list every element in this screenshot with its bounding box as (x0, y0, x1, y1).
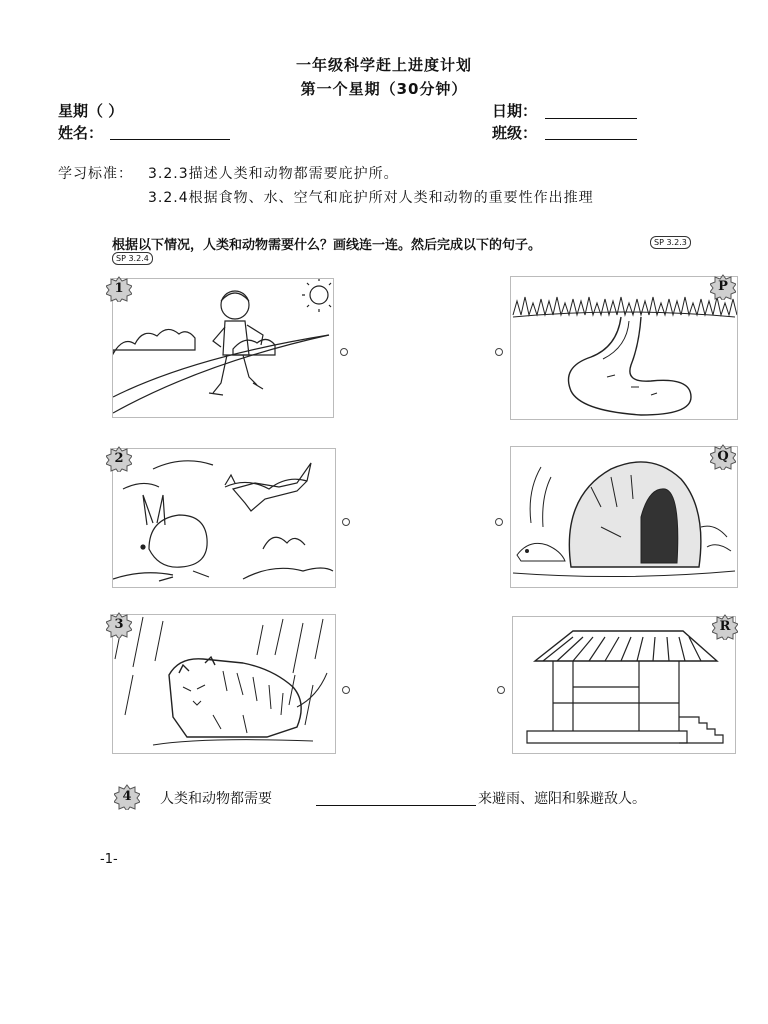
name-label: 姓名： (58, 124, 104, 142)
panel-p-burrow (510, 276, 738, 420)
class-label: 班级： (492, 124, 538, 142)
page-subtitle: 第一个星期（30分钟） (300, 80, 468, 98)
connector-dot-q[interactable] (494, 512, 504, 522)
number-3: 3 (114, 617, 124, 632)
connector-dot-p[interactable] (494, 342, 504, 352)
number-badge-2 (106, 446, 132, 472)
sp-tag-1: SP 3.2.3 (650, 236, 691, 249)
connector-dot-3[interactable] (341, 680, 351, 690)
sp-tag-2: SP 3.2.4 (112, 252, 153, 265)
standard-2: 3.2.4根据食物、水、空气和庇护所对人类和动物的重要性作出推理 (148, 190, 594, 206)
letter-badge-p (710, 274, 736, 300)
number-badge-3 (106, 612, 132, 638)
panel-3-tiger-rain (112, 614, 336, 754)
panel-r-hut (512, 616, 736, 754)
number-1: 1 (114, 281, 124, 296)
panel-1-boy-running (112, 278, 334, 418)
name-blank[interactable] (110, 139, 230, 140)
letter-q: Q (717, 449, 729, 464)
page-title: 一年级科学赶上进度计划 (295, 56, 472, 74)
standards-label: 学习标准： (58, 166, 133, 182)
letter-badge-q (710, 444, 736, 470)
connector-dot-r[interactable] (496, 680, 506, 690)
letter-badge-r (712, 614, 738, 640)
weekday-field: 星期（ ） (58, 102, 124, 120)
number-badge-1 (106, 276, 132, 302)
question4-text-after: 来避雨、遮阳和躲避敌人。 (478, 791, 646, 807)
connector-dot-2[interactable] (341, 512, 351, 522)
number-2: 2 (114, 451, 124, 466)
letter-r: R (719, 619, 731, 634)
letter-p: P (718, 279, 728, 294)
number-4: 4 (122, 789, 132, 804)
number-badge-4 (114, 784, 140, 810)
standard-1: 3.2.3描述人类和动物都需要庇护所。 (148, 166, 399, 182)
instruction-text: 根据以下情况，人类和动物需要什么？画线连一连。然后完成以下的句子。 (112, 238, 542, 253)
date-label: 日期： (492, 102, 538, 120)
panel-2-rabbit-fox (112, 448, 336, 588)
page-number: -1- (100, 852, 118, 867)
class-blank[interactable] (545, 139, 637, 140)
panel-q-cave (510, 446, 738, 588)
connector-dot-1[interactable] (339, 342, 349, 352)
question4-answer-blank[interactable] (316, 805, 476, 806)
date-blank[interactable] (545, 118, 637, 119)
question4-text-before: 人类和动物都需要 (160, 791, 272, 807)
